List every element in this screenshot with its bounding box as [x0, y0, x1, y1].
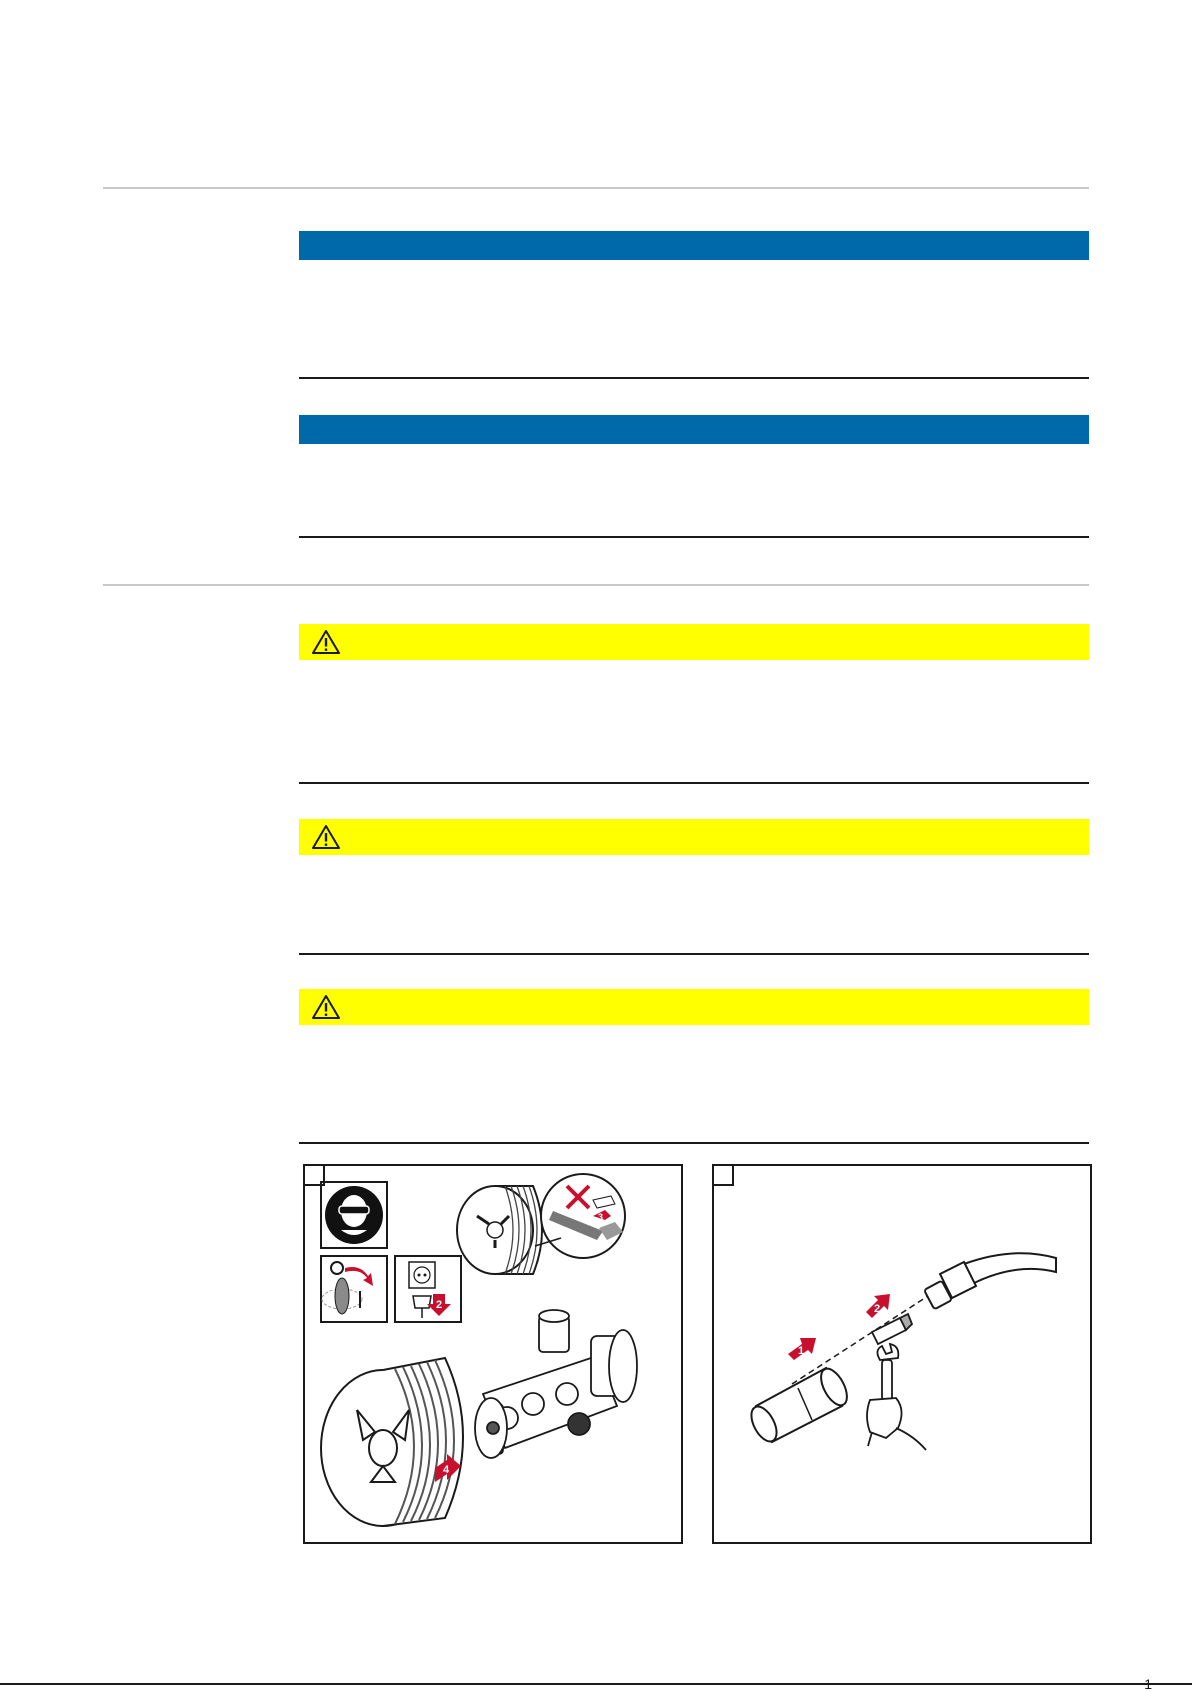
- wire-feeder-icon: [475, 1310, 637, 1458]
- torch-hose-icon: [924, 1253, 1056, 1309]
- caution-header-bar: [299, 819, 1089, 855]
- figure-illustration: [714, 1166, 1090, 1542]
- wire-spool-icon: [457, 1186, 542, 1274]
- callout-2: 2: [874, 1303, 881, 1315]
- remove-contact-tip-arrow: [866, 1294, 890, 1318]
- callout-2: 2: [436, 1299, 443, 1311]
- warning-triangle-icon: [311, 994, 341, 1020]
- figure-torch-disassembly: [712, 1164, 1092, 1544]
- notice-end-rule: [299, 536, 1089, 538]
- wrench-hand-icon: [867, 1344, 926, 1450]
- section-divider-middle: [103, 584, 1089, 586]
- caution-header-bar: [299, 624, 1089, 660]
- section-divider-top: [103, 187, 1089, 189]
- notice-header-bar: [299, 231, 1089, 260]
- callout-1: 1: [357, 1275, 364, 1287]
- magnifier-detail: [535, 1174, 625, 1258]
- wire-spool-large-icon: [321, 1358, 463, 1526]
- warning-triangle-icon: [311, 824, 341, 850]
- notice-header-bar: [299, 415, 1089, 444]
- figure-remove-wire-spool: [303, 1164, 683, 1544]
- caution-end-rule: [299, 1142, 1089, 1144]
- safety-goggles-icon: [321, 1182, 387, 1248]
- power-switch-off-icon: [321, 1256, 387, 1322]
- contact-tip-icon: [872, 1314, 912, 1344]
- page-number: 1: [1144, 1676, 1152, 1692]
- caution-end-rule: [299, 953, 1089, 955]
- caution-end-rule: [299, 782, 1089, 784]
- caution-header-bar: [299, 989, 1089, 1025]
- callout-3: 3: [598, 1212, 604, 1222]
- callout-4: 4: [443, 1464, 450, 1476]
- figure-illustration: [305, 1166, 681, 1542]
- unplug-mains-icon: [395, 1256, 461, 1322]
- gas-nozzle-icon: [746, 1365, 852, 1446]
- notice-end-rule: [299, 377, 1089, 379]
- remove-gas-nozzle-arrow: [788, 1338, 816, 1360]
- callout-1: 1: [798, 1345, 805, 1357]
- warning-triangle-icon: [311, 629, 341, 655]
